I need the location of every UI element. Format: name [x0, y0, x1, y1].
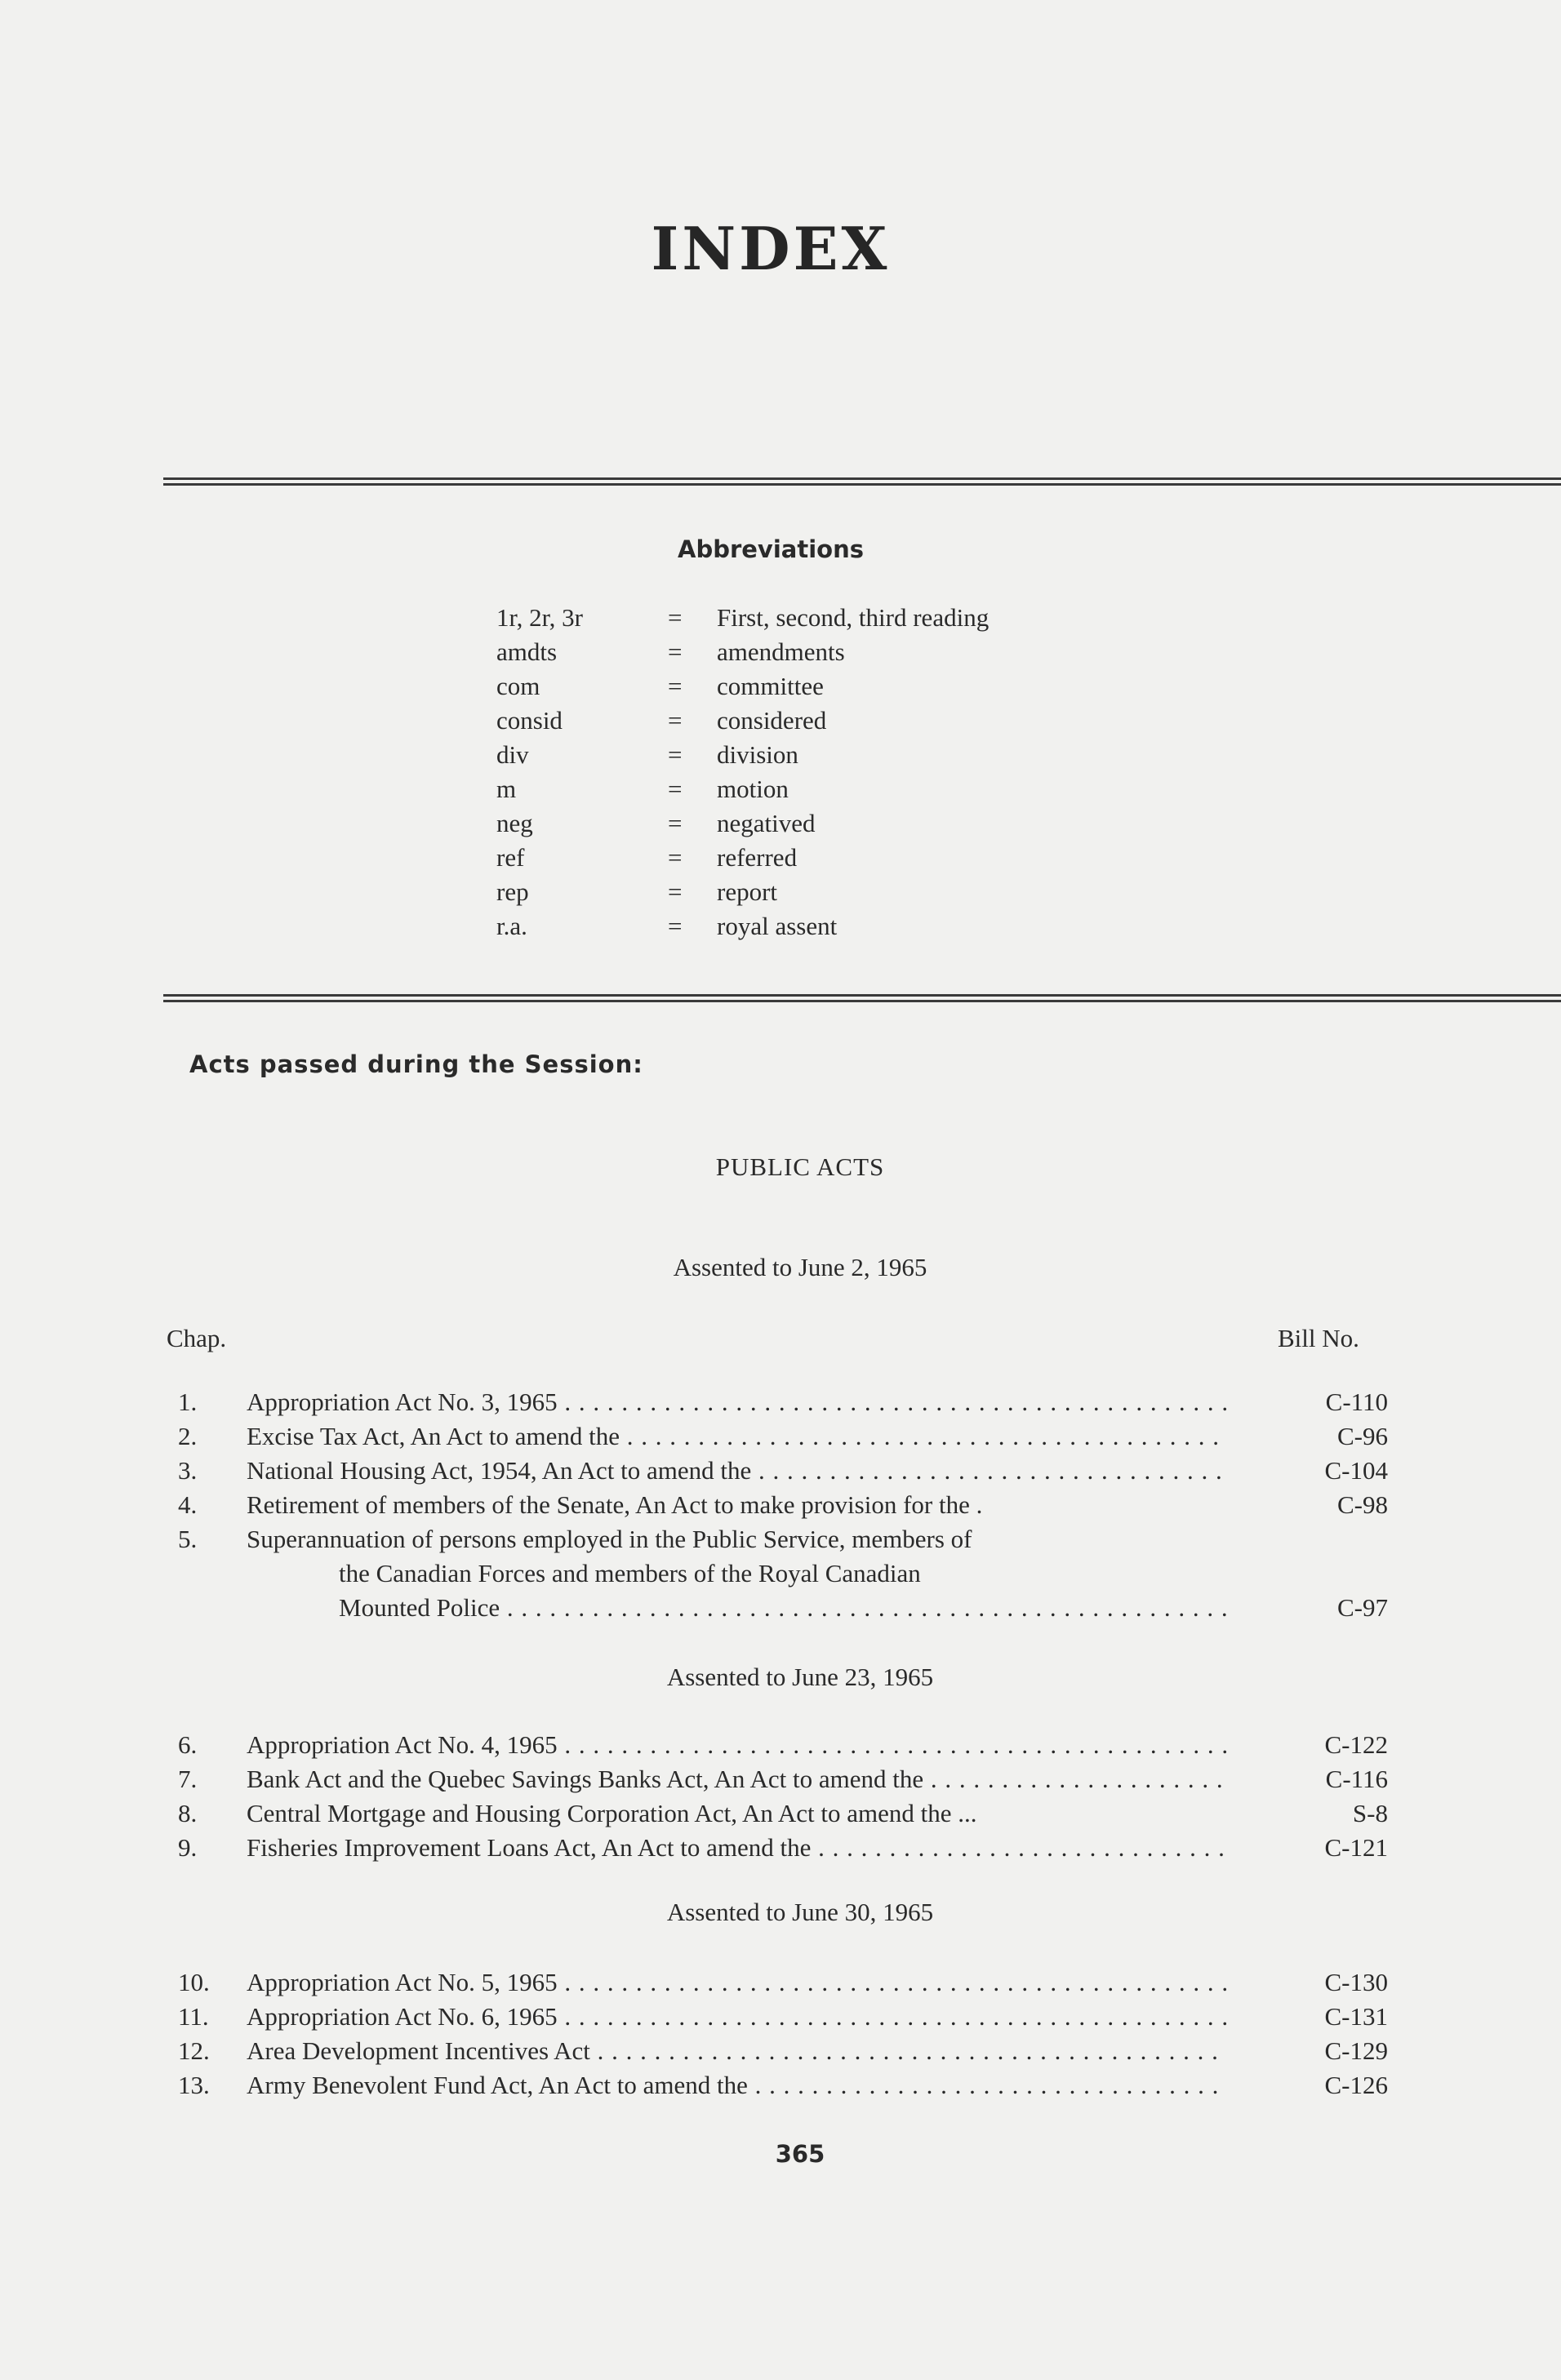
act-title: Area Development Incentives Act . . .: [247, 2034, 1226, 2068]
act-title: Retirement of members of the Senate, An Act to make provision for the .: [247, 1490, 983, 1519]
acts-heading: Acts passed during the Session:: [189, 1050, 643, 1078]
abbreviation-meaning: considered: [717, 706, 827, 735]
equals-sign: =: [668, 877, 683, 906]
equals-sign: =: [668, 843, 683, 872]
chapter-number: 2.: [178, 1422, 198, 1450]
abbreviation-code: neg: [496, 809, 533, 837]
abbreviation-code: ref: [496, 843, 525, 872]
assented-date-heading: Assented to June 23, 1965: [666, 1663, 934, 1691]
bill-number: C-122: [1324, 1730, 1388, 1759]
abbreviation-meaning: negatived: [717, 809, 816, 837]
chapter-number: 9.: [178, 1833, 198, 1862]
abbreviation-code: 1r, 2r, 3r: [496, 603, 583, 632]
page-title: INDEX: [651, 214, 891, 283]
act-row: [0, 2068, 1561, 2102]
act-title: Appropriation Act No. 3, 1965 . . .: [247, 1385, 1226, 1419]
equals-sign: =: [668, 740, 683, 769]
act-row: [0, 1831, 1561, 1865]
act-row: [0, 1762, 1561, 1796]
act-title: National Housing Act, 1954, An Act to amend the . . .: [247, 1454, 1226, 1488]
act-row: [0, 2034, 1561, 2068]
equals-sign: =: [668, 672, 683, 700]
abbreviation-meaning: motion: [717, 775, 789, 803]
abbreviation-meaning: First, second, third reading: [717, 603, 990, 632]
bill-number: C-131: [1324, 2002, 1388, 2031]
act-row: [0, 1796, 1561, 1831]
chapter-number: 7.: [178, 1765, 198, 1793]
act-row: [0, 1385, 1561, 1419]
act-row-continuation: [0, 1591, 1561, 1625]
chapter-number: 5.: [178, 1525, 198, 1553]
abbreviations-heading: Abbreviations: [678, 535, 864, 563]
bill-number: C-104: [1324, 1456, 1388, 1485]
abbreviation-code: consid: [496, 706, 563, 735]
act-row: [0, 1488, 1561, 1522]
chapter-number: 11.: [178, 2002, 209, 2031]
chapter-number: 8.: [178, 1799, 198, 1827]
assented-date-heading: Assented to June 30, 1965: [666, 1898, 934, 1926]
equals-sign: =: [668, 706, 683, 735]
act-title: Excise Tax Act, An Act to amend the . . .: [247, 1419, 1226, 1454]
bill-number: C-116: [1325, 1765, 1388, 1793]
bill-number: C-126: [1324, 2071, 1388, 2099]
bill-number: C-97: [1337, 1593, 1388, 1622]
abbreviation-meaning: amendments: [717, 637, 845, 666]
act-title: Appropriation Act No. 5, 1965 . . .: [247, 1965, 1226, 2000]
assented-date-heading: Assented to June 2, 1965: [673, 1253, 927, 1281]
abbreviation-meaning: referred: [717, 843, 798, 872]
abbreviation-code: m: [496, 775, 517, 803]
chapter-number: 4.: [178, 1490, 198, 1519]
act-title-continuation: the Canadian Forces and members of the Royal Canadian: [339, 1559, 921, 1587]
abbreviation-meaning: royal assent: [717, 912, 838, 940]
act-title-continuation: Mounted Police . . .: [339, 1591, 1226, 1625]
page-number: 365: [775, 2140, 825, 2168]
bill-number: C-96: [1337, 1422, 1388, 1450]
abbreviation-meaning: committee: [717, 672, 824, 700]
act-row: [0, 1419, 1561, 1454]
act-title: Appropriation Act No. 4, 1965 . . .: [247, 1728, 1226, 1762]
equals-sign: =: [668, 603, 683, 632]
abbreviation-code: amdts: [496, 637, 558, 666]
bill-number: C-129: [1324, 2036, 1388, 2065]
equals-sign: =: [668, 775, 683, 803]
chapter-number: 3.: [178, 1456, 198, 1485]
abbreviation-code: rep: [496, 877, 529, 906]
abbreviation-code: r.a.: [496, 912, 527, 940]
act-title: Superannuation of persons employed in the Public Service, members of: [247, 1525, 972, 1553]
act-row: [0, 1522, 1561, 1556]
act-row: [0, 1454, 1561, 1488]
act-row: [0, 1965, 1561, 2000]
act-title: Appropriation Act No. 6, 1965 . . .: [247, 2000, 1226, 2034]
abbreviation-meaning: report: [717, 877, 778, 906]
bill-column-header: Bill No.: [1278, 1324, 1359, 1352]
bill-number: C-98: [1337, 1490, 1388, 1519]
bill-number: C-121: [1324, 1833, 1388, 1862]
bill-number: C-130: [1324, 1968, 1388, 1996]
equals-sign: =: [668, 912, 683, 940]
act-row: [0, 2000, 1561, 2034]
chapter-number: 12.: [178, 2036, 210, 2065]
chapter-number: 1.: [178, 1388, 198, 1416]
double-rule-divider: [163, 994, 1561, 1002]
bill-number: C-110: [1325, 1388, 1388, 1416]
chapter-number: 13.: [178, 2071, 210, 2099]
act-row: [0, 1728, 1561, 1762]
chapter-number: 6.: [178, 1730, 198, 1759]
chapter-column-header: Chap.: [167, 1324, 227, 1352]
abbreviation-code: com: [496, 672, 540, 700]
chapter-number: 10.: [178, 1968, 210, 1996]
public-acts-heading: PUBLIC ACTS: [715, 1152, 885, 1181]
act-title: Army Benevolent Fund Act, An Act to amend the . . .: [247, 2068, 1226, 2102]
act-title: Fisheries Improvement Loans Act, An Act to amend the . . .: [247, 1831, 1226, 1865]
act-title: Central Mortgage and Housing Corporation Act, An Act to amend the ...: [247, 1799, 977, 1827]
abbreviation-code: div: [496, 740, 529, 769]
double-rule-divider: [163, 477, 1561, 486]
act-title: Bank Act and the Quebec Savings Banks Act, An Act to amend the . . .: [247, 1762, 1226, 1796]
bill-number: S-8: [1352, 1799, 1388, 1827]
equals-sign: =: [668, 637, 683, 666]
equals-sign: =: [668, 809, 683, 837]
abbreviation-meaning: division: [717, 740, 798, 769]
